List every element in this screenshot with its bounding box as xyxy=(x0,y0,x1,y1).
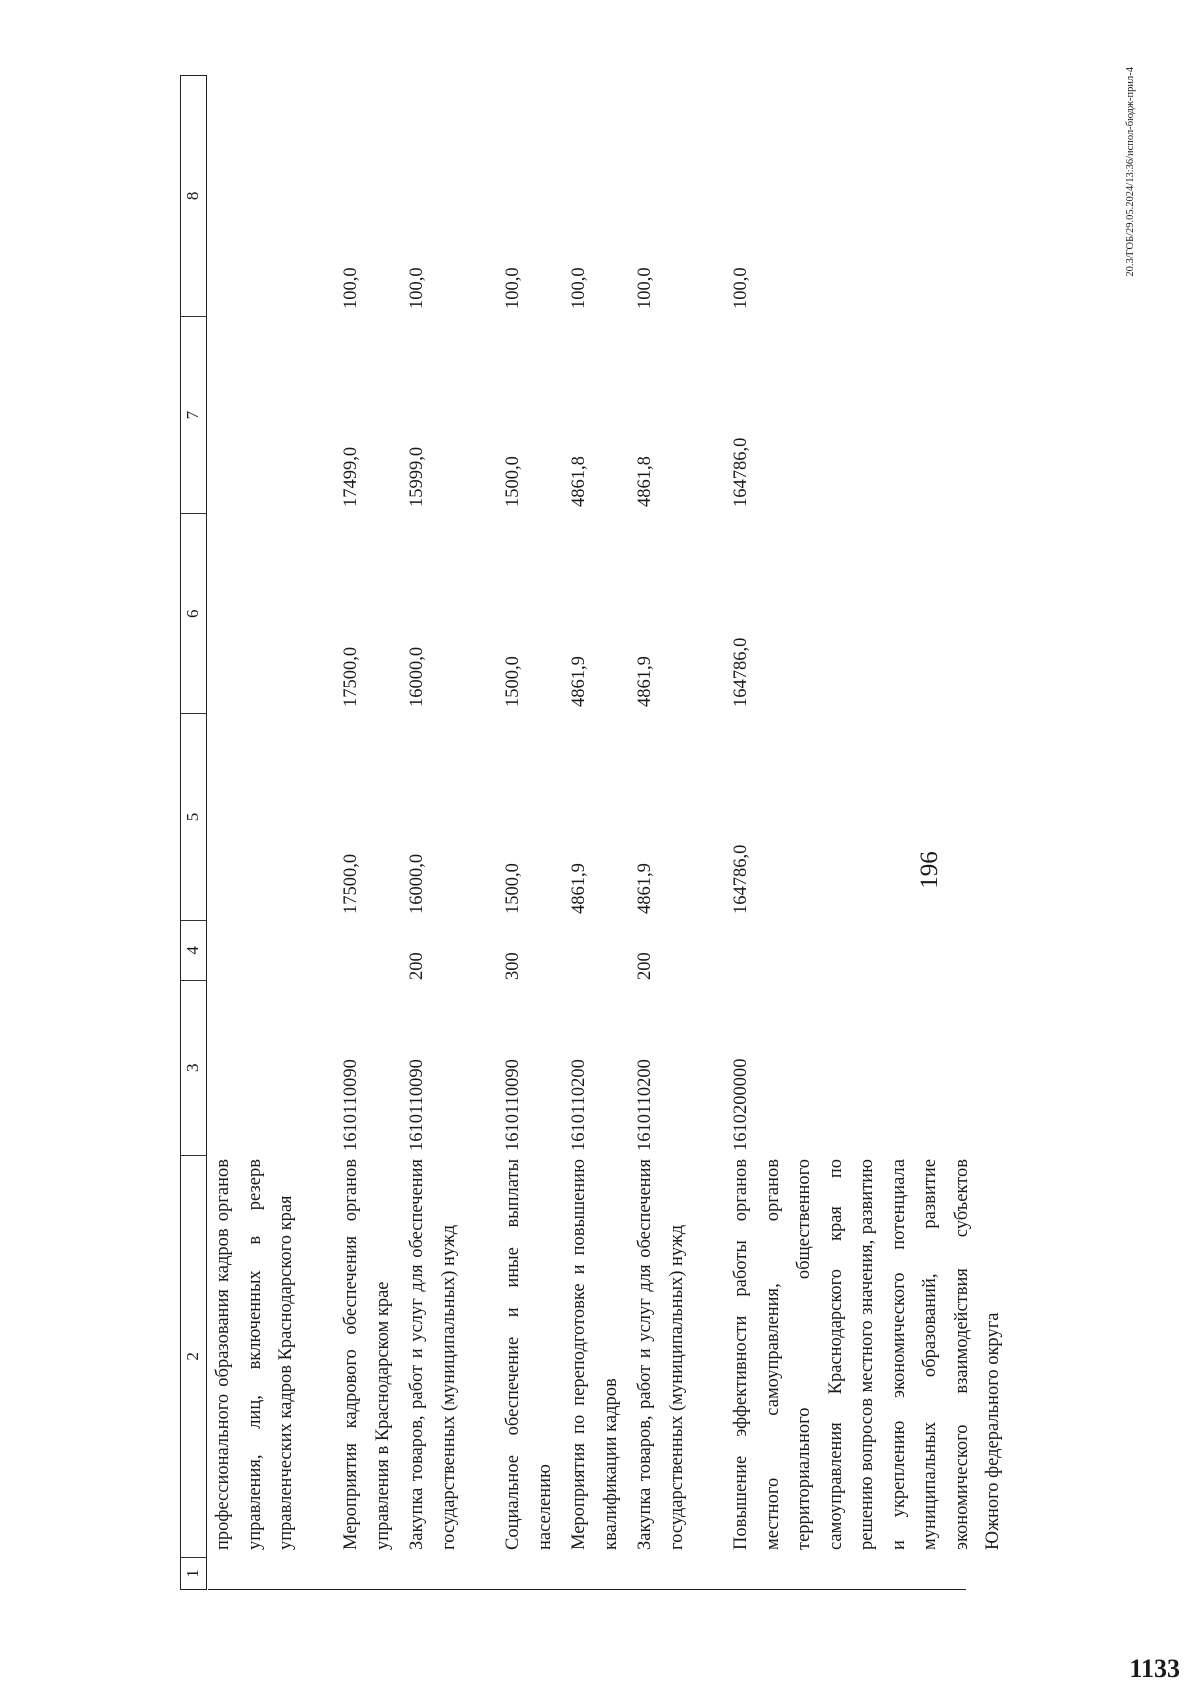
row-plan: 4861,9 xyxy=(635,863,655,914)
row-executed: 17499,0 xyxy=(341,446,361,507)
row-executed: 4861,8 xyxy=(569,456,589,507)
row-description: Мероприятия кадрового обеспечения органов управления в Краснодарском крае xyxy=(341,1159,393,1550)
table-row xyxy=(208,75,336,1590)
table-row xyxy=(336,75,402,1590)
sheet-number: 1133 xyxy=(1129,1654,1180,1683)
header-col-2: 2 xyxy=(181,1155,206,1557)
row-description: Социальное обеспечение и иные выплаты населению xyxy=(503,1159,555,1550)
header-col-6: 6 xyxy=(181,513,206,713)
row-type xyxy=(726,920,966,980)
row-executed xyxy=(208,315,336,513)
row-description: профессионального образования кадров органов управления, лиц, включенных в резерв управленческих кадров Краснодарского края xyxy=(213,1159,296,1550)
row-type xyxy=(564,920,630,980)
row-executed: 15999,0 xyxy=(407,446,427,507)
row-percent xyxy=(208,75,336,315)
table-row xyxy=(402,75,498,1590)
table-row xyxy=(630,75,726,1590)
row-plan: 1500,0 xyxy=(503,863,523,914)
row-percent: 100,0 xyxy=(635,267,655,309)
row-executed: 4861,8 xyxy=(635,456,655,507)
row-percent: 100,0 xyxy=(407,267,427,309)
header-col-4: 4 xyxy=(181,920,206,980)
row-percent: 100,0 xyxy=(341,267,361,309)
row-type: 200 xyxy=(407,952,427,980)
row-type xyxy=(336,920,402,980)
row-percent: 100,0 xyxy=(569,267,589,309)
table-row xyxy=(564,75,630,1590)
document-code: 20.3/ГОБ/29.05.2024/13:36/испол-бюдж-прил-4 xyxy=(1125,67,1136,277)
row-description: Мероприятия по переподготовке и повышению квалификации кадров xyxy=(569,1159,621,1550)
header-col-5: 5 xyxy=(181,713,206,920)
row-percent: 100,0 xyxy=(503,267,523,309)
row-approved: 4861,9 xyxy=(569,656,589,707)
table-header xyxy=(180,75,207,1590)
row-code: 1610110090 xyxy=(407,1059,427,1151)
row-approved: 16000,0 xyxy=(407,646,427,707)
row-plan: 164786,0 xyxy=(731,844,751,914)
row-code: 1610200000 xyxy=(731,1058,751,1151)
row-plan xyxy=(208,713,336,920)
row-description: Повышение эффективности работы органов местного самоуправления, органов территориального общественного самоуправления Краснодарского края по решению вопросов местного значения, развитию и укреплению экономического потенциала муниципальных образований, развитие экономического взаимодействия субъектов Южного федерального округа xyxy=(731,1159,1003,1550)
row-plan: 17500,0 xyxy=(341,853,361,914)
row-type: 200 xyxy=(635,952,655,980)
row-code: 1610110090 xyxy=(341,1059,361,1151)
row-approved: 17500,0 xyxy=(341,646,361,707)
row-approved: 164786,0 xyxy=(731,637,751,707)
row-code: 1610110200 xyxy=(635,1059,655,1151)
row-plan: 4861,9 xyxy=(569,863,589,914)
header-col-1: 1 xyxy=(181,1557,206,1589)
row-approved: 4861,9 xyxy=(635,656,655,707)
row-code xyxy=(208,980,336,1155)
header-col-3: 3 xyxy=(181,980,206,1155)
table-row xyxy=(726,75,1003,1590)
header-col-8: 8 xyxy=(183,191,202,201)
row-description: Закупка товаров, работ и услуг для обеспечения государственных (муниципальных) нужд xyxy=(635,1159,687,1550)
row-executed: 164786,0 xyxy=(731,437,751,507)
rotated-page-content xyxy=(180,67,1136,1590)
page-number: 196 xyxy=(916,851,943,889)
row-executed: 1500,0 xyxy=(503,456,523,507)
row-code: 1610110200 xyxy=(569,1059,589,1151)
row-type: 300 xyxy=(503,952,523,980)
header-col-7: 7 xyxy=(181,316,206,514)
row-description: Закупка товаров, работ и услуг для обеспечения государственных (муниципальных) нужд xyxy=(407,1159,459,1550)
row-type xyxy=(208,920,336,980)
table-body xyxy=(208,75,1003,1590)
row-code: 1610110090 xyxy=(503,1059,523,1151)
row-plan: 16000,0 xyxy=(407,853,427,914)
row-approved: 1500,0 xyxy=(503,656,523,707)
row-approved xyxy=(208,513,336,713)
row-percent: 100,0 xyxy=(731,267,751,309)
table-row xyxy=(498,75,564,1590)
